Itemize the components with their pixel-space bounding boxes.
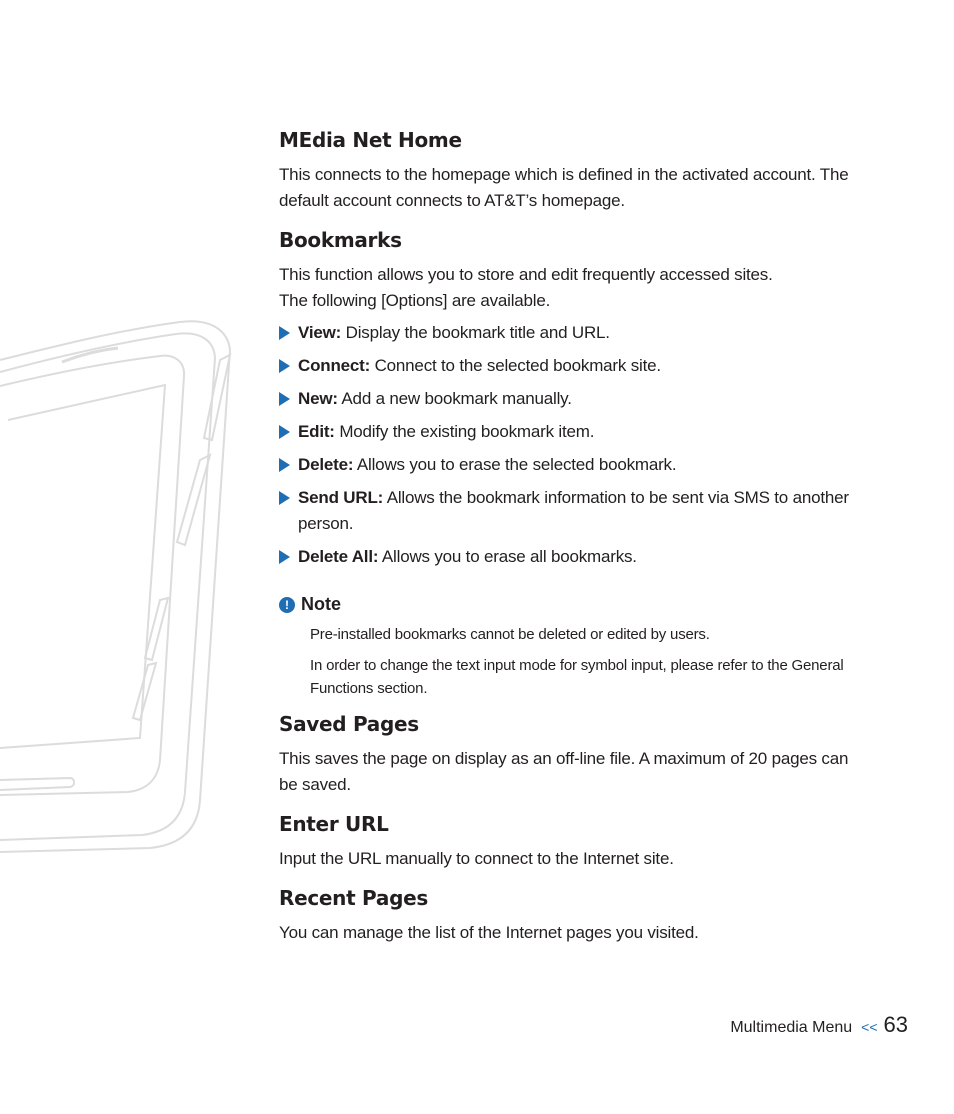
option-desc: Modify the existing bookmark item. [339, 422, 595, 441]
option-name: New: [298, 389, 338, 408]
body-line: This function allows you to store and edit frequently accessed sites. [279, 265, 773, 284]
footer-section-name: Multimedia Menu [730, 1019, 853, 1036]
option-name: View: [298, 323, 342, 342]
note-item: Pre-installed bookmarks cannot be deleted or edited by users. [310, 626, 710, 643]
main-content [279, 128, 859, 960]
section-body: This saves the page on display as an off-line file. A maximum of 20 pages can be saved. [279, 749, 849, 794]
arrow-right-icon [279, 458, 290, 472]
option-desc: Connect to the selected bookmark site. [374, 356, 661, 375]
exclamation-icon: ! [279, 597, 295, 613]
arrow-right-icon [279, 425, 290, 439]
section-title: Recent Pages [279, 886, 428, 910]
option-item [279, 386, 859, 412]
option-item [279, 320, 859, 346]
option-name: Connect: [298, 356, 371, 375]
option-item [279, 544, 859, 570]
page-number: 63 [883, 1012, 908, 1037]
arrow-right-icon [279, 359, 290, 373]
note-title: Note [301, 594, 341, 614]
arrow-right-icon [279, 326, 290, 340]
option-item [279, 485, 859, 537]
note-heading [279, 594, 859, 615]
section-title: Enter URL [279, 812, 389, 836]
option-name: Edit: [298, 422, 335, 441]
option-item [279, 419, 859, 445]
option-name: Delete All: [298, 547, 379, 566]
option-desc: Display the bookmark title and URL. [345, 323, 610, 342]
section-title: MEdia Net Home [279, 128, 462, 152]
section-body: You can manage the list of the Internet pages you visited. [279, 923, 699, 942]
body-line: The following [Options] are available. [279, 291, 551, 310]
section-bookmarks [279, 228, 859, 700]
section-body: Input the URL manually to connect to the Internet site. [279, 849, 674, 868]
bookmark-options-list [279, 320, 859, 570]
option-item [279, 452, 859, 478]
note-box [279, 594, 859, 700]
option-desc: Allows you to erase the selected bookmark. [356, 455, 677, 474]
option-name: Delete: [298, 455, 354, 474]
arrow-right-icon [279, 392, 290, 406]
option-item [279, 353, 859, 379]
note-item: In order to change the text input mode for symbol input, please refer to the General Functions section. [310, 657, 844, 697]
option-name: Send URL: [298, 488, 384, 507]
section-body [279, 262, 859, 314]
arrow-right-icon [279, 491, 290, 505]
section-enter-url [279, 812, 859, 872]
option-desc: Add a new bookmark manually. [341, 389, 572, 408]
phone-illustration [0, 0, 240, 870]
section-recent-pages [279, 886, 859, 946]
page-footer [730, 1012, 908, 1038]
option-desc: Allows the bookmark information to be sent via SMS to another person. [298, 488, 849, 533]
section-media-net-home [279, 128, 859, 214]
section-saved-pages [279, 712, 859, 798]
option-desc: Allows you to erase all bookmarks. [381, 547, 637, 566]
section-body: This connects to the homepage which is defined in the activated account. The default account connects to AT&T’s homepage. [279, 165, 849, 210]
note-items [279, 623, 859, 700]
double-chevron-left-icon: << [861, 1019, 878, 1035]
section-title: Bookmarks [279, 228, 402, 252]
section-title: Saved Pages [279, 712, 419, 736]
arrow-right-icon [279, 550, 290, 564]
